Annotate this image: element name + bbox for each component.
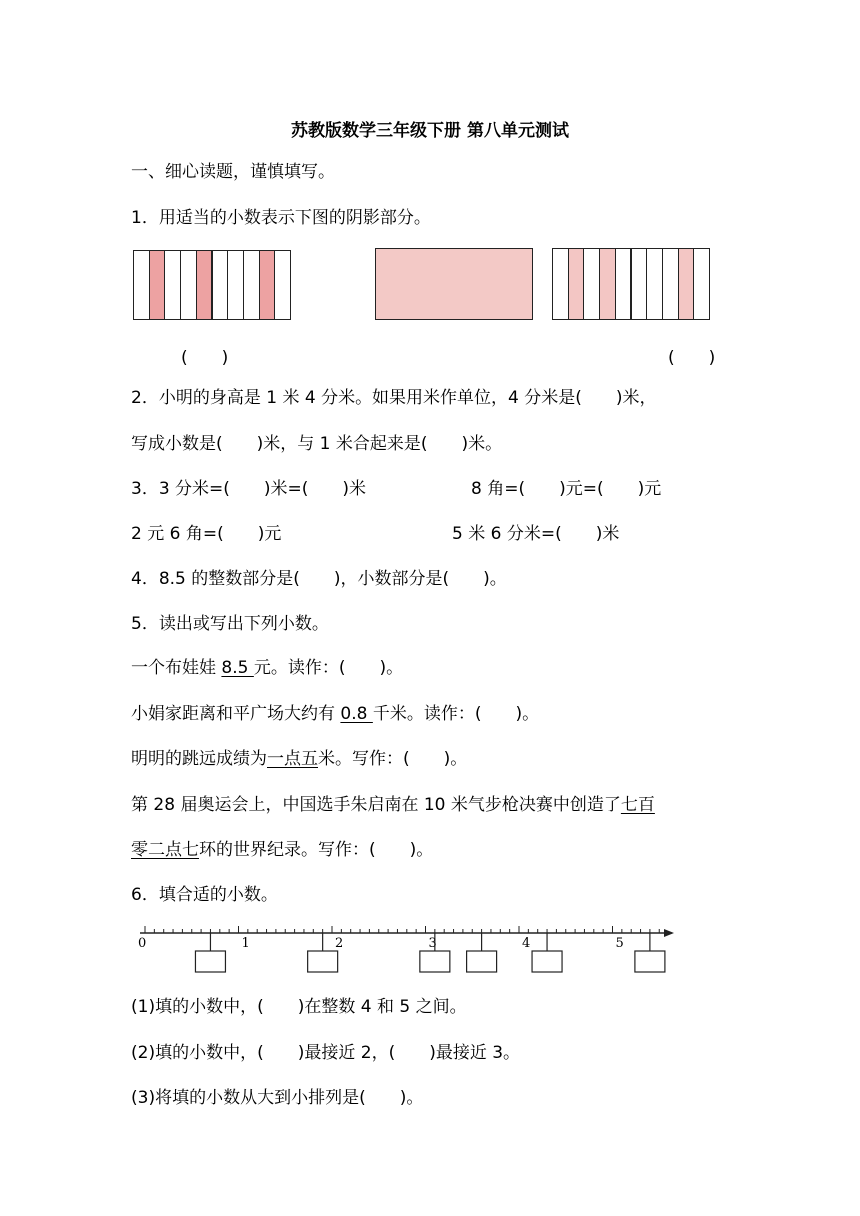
question-5-item-1: 一个布娃娃 8.5 元。读作：( )。: [131, 658, 404, 678]
question-4: 4．8.5 的整数部分是( )，小数部分是( )。: [131, 569, 507, 589]
question-5-item-3: 明明的跳远成绩为一点五米。写作：( )。: [131, 749, 468, 769]
answer-box: [308, 951, 338, 972]
question-6-part-2: (2)填的小数中，( )最接近 2，( )最接近 3。: [131, 1043, 521, 1063]
axis-arrow: [664, 929, 674, 937]
figure-b: [375, 248, 533, 320]
figure-c: [552, 248, 709, 320]
question-5: 5．读出或写出下列小数。: [131, 614, 329, 634]
answer-box: [195, 951, 225, 972]
fraction-bar: [180, 250, 197, 320]
page-title: 苏教版数学三年级下册 第八单元测试: [291, 121, 569, 141]
tick-label: 1: [241, 936, 250, 951]
question-2-line-2: 写成小数是( )米，与 1 米合起来是( )米。: [131, 434, 503, 454]
fraction-bar: [133, 250, 150, 320]
fraction-bar: [164, 250, 181, 320]
fraction-bar: [678, 248, 695, 320]
fraction-bar: [212, 250, 229, 320]
fraction-bar: [243, 250, 260, 320]
fraction-bar: [196, 250, 213, 320]
section-heading: 一、细心读题，谨慎填写。: [131, 162, 335, 182]
question-2-line-1: 2．小明的身高是 1 米 4 分米。如果用米作单位，4 分米是( )米，: [131, 388, 657, 408]
question-6: 6．填合适的小数。: [131, 885, 278, 905]
answer-box: [420, 951, 450, 972]
tick-label: 5: [615, 936, 624, 951]
fraction-bar: [274, 250, 291, 320]
answer-blank-c[interactable]: ( ): [668, 348, 716, 368]
answer-box: [635, 951, 665, 972]
fraction-bar: [568, 248, 585, 320]
answer-blank-a[interactable]: ( ): [181, 348, 229, 368]
question-6-part-3: (3)将填的小数从大到小排列是( )。: [131, 1088, 424, 1108]
figure-a: [133, 250, 290, 320]
fraction-bar: [227, 250, 244, 320]
answer-box: [467, 951, 497, 972]
tick-label: 3: [428, 936, 437, 951]
question-3-a: 3．3 分米=( )米=( )米: [131, 479, 367, 499]
number-line: [136, 918, 686, 978]
question-3-c: 2 元 6 角=( )元: [131, 524, 282, 544]
fraction-bar: [599, 248, 616, 320]
tick-label: 4: [522, 936, 531, 951]
question-5-item-2: 小娟家距离和平广场大约有 0.8 千米。读作：( )。: [131, 704, 540, 724]
fraction-bar: [646, 248, 663, 320]
fraction-bar: [631, 248, 648, 320]
question-5-item-4-cont: 零二点七环的世界纪录。写作：( )。: [131, 840, 434, 860]
question-3-d: 5 米 6 分米=( )米: [452, 524, 620, 544]
fraction-bar: [693, 248, 710, 320]
fraction-bar: [662, 248, 679, 320]
tick-label: 2: [335, 936, 344, 951]
question-6-part-1: (1)填的小数中，( )在整数 4 和 5 之间。: [131, 997, 467, 1017]
fraction-bar: [149, 250, 166, 320]
fraction-bar: [615, 248, 632, 320]
fraction-bar: [259, 250, 276, 320]
answer-box: [532, 951, 562, 972]
question-3-b: 8 角=( )元=( )元: [471, 479, 662, 499]
question-1: 1．用适当的小数表示下图的阴影部分。: [131, 208, 431, 228]
question-5-item-4: 第 28 届奥运会上，中国选手朱启南在 10 米气步枪决赛中创造了七百: [131, 795, 655, 815]
fraction-bar: [552, 248, 569, 320]
tick-label: 0: [138, 936, 147, 951]
fraction-bar: [583, 248, 600, 320]
